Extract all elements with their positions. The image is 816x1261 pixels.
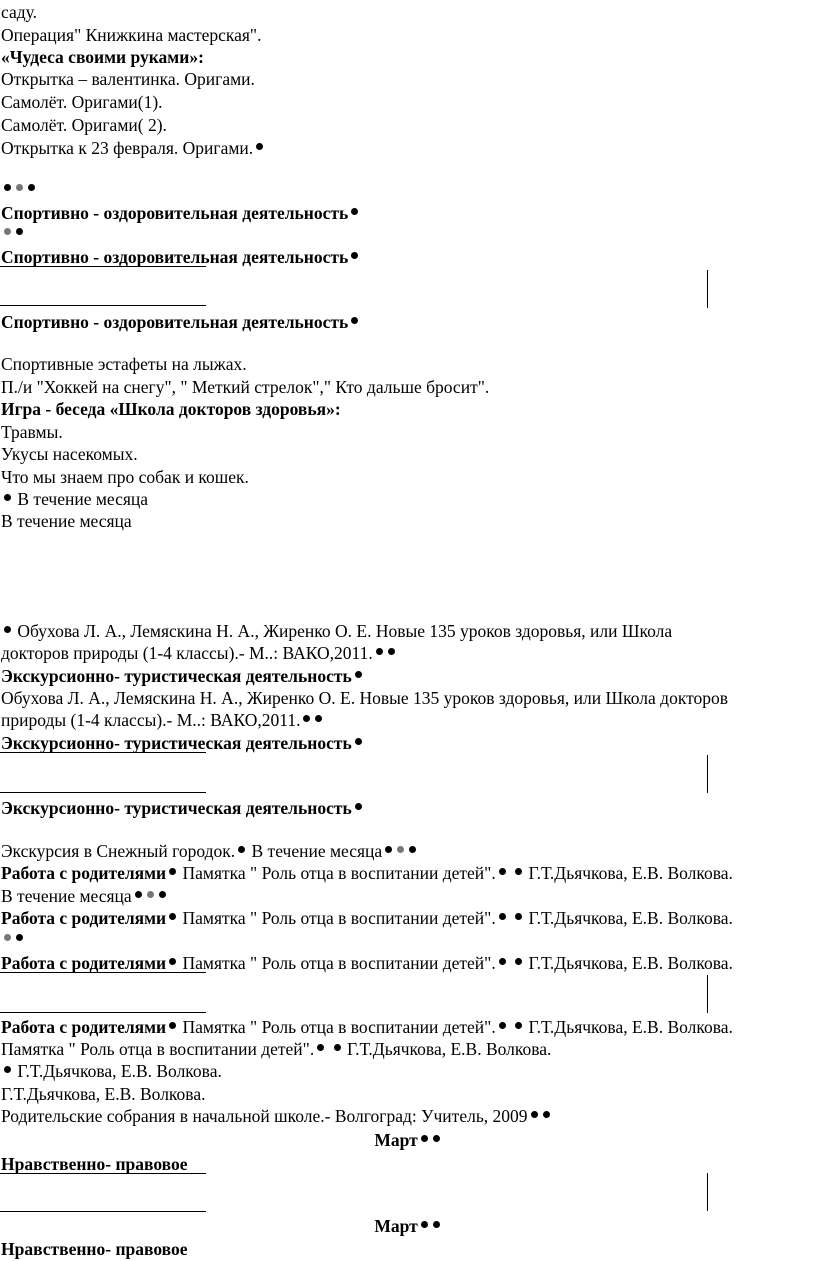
bullet-dot bbox=[515, 868, 522, 875]
bullet-dot bbox=[303, 715, 310, 722]
section-heading: Спортивно - оздоровительная деятельность bbox=[1, 202, 360, 224]
bullet-dot bbox=[543, 1111, 550, 1118]
bullet-dot bbox=[376, 648, 383, 655]
vertical-rule bbox=[707, 270, 708, 308]
bullet-dot bbox=[531, 1111, 538, 1118]
text-line: Работа с родителями Памятка " Роль отца в воспитании детей". Г.Т.Дьячкова, Е.В. Волкова. bbox=[1, 953, 733, 973]
bullet-row bbox=[1, 222, 25, 244]
divider bbox=[0, 1173, 206, 1174]
bullet-dot bbox=[355, 738, 362, 745]
bullet-dot bbox=[4, 228, 11, 235]
text-line: саду. bbox=[1, 2, 38, 22]
bullet-dot bbox=[169, 868, 176, 875]
divider bbox=[0, 792, 206, 793]
bullet-dot bbox=[421, 1135, 428, 1142]
text-line: П./и "Хоккей на снегу", " Меткий стрелок"," Кто дальше бросит". bbox=[1, 377, 490, 397]
text-line: докторов природы (1-4 классы).- М..: ВАКО,2011. bbox=[1, 642, 397, 664]
month-heading: Март bbox=[0, 1129, 816, 1151]
divider bbox=[0, 266, 206, 267]
text-line: Травмы. bbox=[1, 422, 63, 442]
divider bbox=[0, 972, 206, 973]
bullet-dot bbox=[169, 958, 176, 965]
text-line: Открытка к 23 февраля. Оригами. bbox=[1, 137, 265, 159]
section-heading: Спортивно - оздоровительная деятельность bbox=[1, 246, 360, 268]
bullet-dot bbox=[515, 1022, 522, 1029]
bullet-dot bbox=[4, 1066, 11, 1073]
section-heading: Экскурсионно- туристическая деятельность bbox=[1, 665, 364, 687]
bullet-dot bbox=[4, 184, 11, 191]
text-line: Самолёт. Оригами(1). bbox=[1, 92, 163, 112]
divider bbox=[0, 752, 206, 753]
text-line: Самолёт. Оригами( 2). bbox=[1, 115, 167, 135]
bullet-dot bbox=[385, 846, 392, 853]
bullet-dot bbox=[169, 913, 176, 920]
bullet-dot bbox=[351, 208, 358, 215]
bullet-dot bbox=[397, 846, 404, 853]
vertical-rule bbox=[707, 975, 708, 1013]
text-line: Открытка – валентинка. Оригами. bbox=[1, 69, 255, 89]
bullet-dot bbox=[256, 143, 263, 150]
text-line: Укусы насекомых. bbox=[1, 444, 138, 464]
bullet-dot bbox=[515, 913, 522, 920]
text-line: Экскурсия в Снежный городок. В течение месяца bbox=[1, 840, 418, 862]
section-heading: Нравственно- правовое bbox=[1, 1239, 188, 1259]
bullet-dot bbox=[238, 846, 245, 853]
text-line: Памятка " Роль отца в воспитании детей". Г.Т.Дьячкова, Е.В. Волкова. bbox=[1, 1039, 552, 1059]
section-heading: Игра - беседа «Школа докторов здоровья»: bbox=[1, 399, 341, 419]
bullet-dot bbox=[28, 184, 35, 191]
text-line: В течение месяца bbox=[1, 885, 168, 907]
bullet-dot bbox=[499, 958, 506, 965]
divider bbox=[0, 1211, 206, 1212]
text-line: Работа с родителями Памятка " Роль отца в воспитании детей". Г.Т.Дьячкова, Е.В. Волкова. bbox=[1, 863, 733, 883]
section-heading: «Чудеса своими руками»: bbox=[1, 47, 204, 67]
bullet-dot bbox=[159, 891, 166, 898]
section-heading: Нравственно- правовое bbox=[1, 1154, 188, 1174]
text-line: Что мы знаем про собак и кошек. bbox=[1, 467, 249, 487]
text-line: Обухова Л. А., Лемяскина Н. А., Жиренко О. Е. Новые 135 уроков здоровья, или Школа bbox=[1, 620, 672, 642]
vertical-rule bbox=[707, 1173, 708, 1211]
text-line: Г.Т.Дьячкова, Е.В. Волкова. bbox=[1, 1084, 206, 1104]
bullet-dot bbox=[169, 1022, 176, 1029]
bullet-dot bbox=[421, 1221, 428, 1228]
bullet-dot bbox=[334, 1044, 341, 1051]
section-heading: Спортивно - оздоровительная деятельность bbox=[1, 311, 360, 333]
bullet-dot bbox=[16, 934, 23, 941]
bullet-dot bbox=[433, 1221, 440, 1228]
bullet-dot bbox=[499, 868, 506, 875]
text-line: природы (1-4 классы).- М..: ВАКО,2011. bbox=[1, 709, 324, 731]
bullet-dot bbox=[388, 648, 395, 655]
bullet-dot bbox=[433, 1135, 440, 1142]
bullet-dot bbox=[355, 671, 362, 678]
text-line: В течение месяца bbox=[1, 488, 148, 510]
text-line: Спортивные эстафеты на лыжах. bbox=[1, 354, 247, 374]
text-line: Г.Т.Дьячкова, Е.В. Волкова. bbox=[1, 1060, 222, 1082]
text-line: Работа с родителями Памятка " Роль отца в воспитании детей". Г.Т.Дьячкова, Е.В. Волкова. bbox=[1, 1017, 733, 1037]
section-heading: Экскурсионно- туристическая деятельность bbox=[1, 732, 364, 754]
bullet-dot bbox=[16, 184, 23, 191]
text-line: Обухова Л. А., Лемяскина Н. А., Жиренко О. Е. Новые 135 уроков здоровья, или Школа докторов bbox=[1, 688, 729, 708]
bullet-dot bbox=[351, 252, 358, 259]
bullet-dot bbox=[4, 934, 11, 941]
bullet-dot bbox=[355, 803, 362, 810]
text-line: Операция" Книжкина мастерская". bbox=[1, 25, 262, 45]
vertical-rule bbox=[707, 755, 708, 793]
bullet-dot bbox=[317, 1044, 324, 1051]
divider bbox=[0, 1012, 206, 1013]
bullet-dot bbox=[4, 626, 11, 633]
bullet-dot bbox=[147, 891, 154, 898]
bullet-dot bbox=[499, 913, 506, 920]
bullet-dot bbox=[409, 846, 416, 853]
bullet-dot bbox=[499, 1022, 506, 1029]
bullet-dot bbox=[4, 494, 11, 501]
bullet-dot bbox=[16, 228, 23, 235]
bullet-row bbox=[1, 928, 25, 950]
bullet-dot bbox=[315, 715, 322, 722]
bullet-row bbox=[1, 178, 37, 200]
bullet-dot bbox=[515, 958, 522, 965]
month-heading: Март bbox=[0, 1215, 816, 1237]
text-line: В течение месяца bbox=[1, 511, 132, 531]
divider bbox=[0, 305, 206, 306]
text-line: Работа с родителями Памятка " Роль отца в воспитании детей". Г.Т.Дьячкова, Е.В. Волкова. bbox=[1, 908, 733, 928]
text-line: Родительские собрания в начальной школе.- Волгоград: Учитель, 2009 bbox=[1, 1105, 552, 1127]
bullet-dot bbox=[135, 891, 142, 898]
section-heading: Экскурсионно- туристическая деятельность bbox=[1, 797, 364, 819]
bullet-dot bbox=[351, 317, 358, 324]
